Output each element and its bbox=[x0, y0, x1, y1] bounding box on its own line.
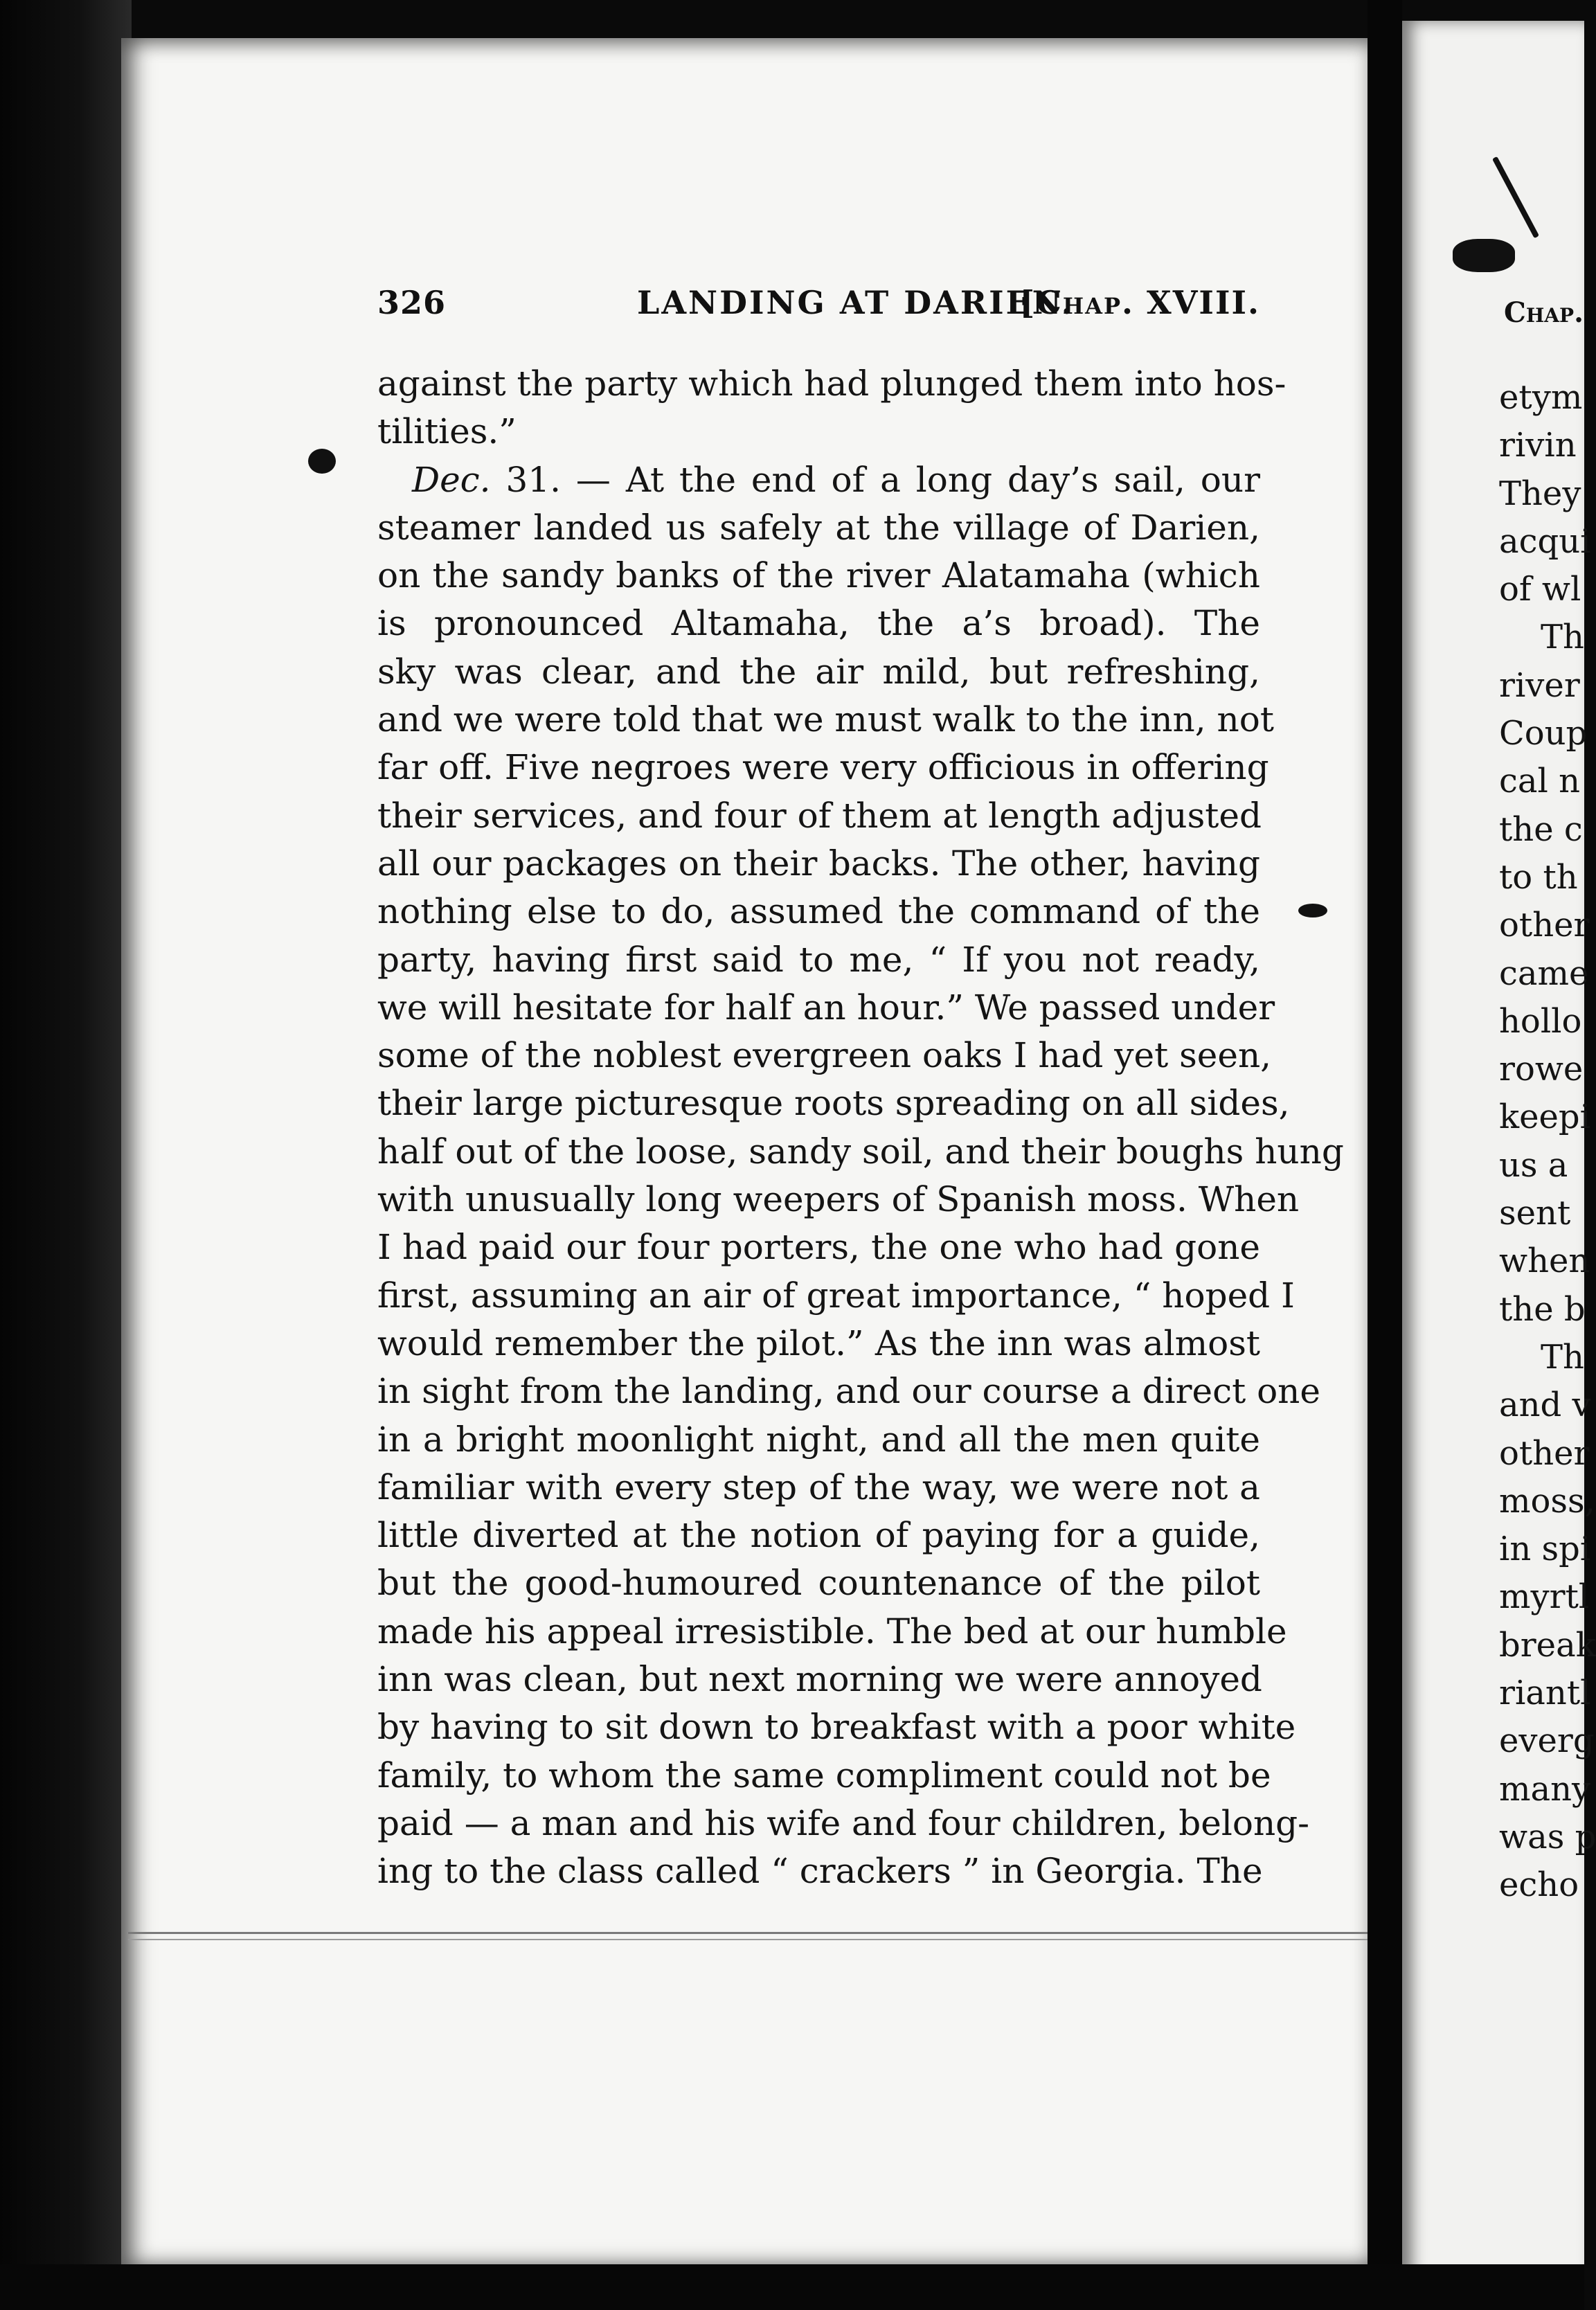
right-text-line: came bbox=[1499, 953, 1589, 993]
date-label: Dec. bbox=[412, 459, 491, 500]
right-text-line: cal n bbox=[1499, 762, 1581, 801]
right-text-line: when bbox=[1499, 1242, 1590, 1281]
text-line: some of the noblest evergreen oaks I had yet seen, bbox=[377, 1035, 1272, 1076]
right-text-line: myrtl bbox=[1499, 1577, 1590, 1617]
right-text-line: keepi bbox=[1499, 1098, 1590, 1137]
right-text-line: sent bbox=[1499, 1194, 1571, 1233]
text-line: sky was clear, and the air mild, but refreshing, bbox=[377, 651, 1260, 692]
text-line: in a bright moonlight night, and all the men quite bbox=[377, 1419, 1260, 1460]
right-text-line: other bbox=[1499, 906, 1590, 945]
book-spine-shadow bbox=[0, 0, 132, 2310]
text-line: far off. Five negroes were very officious in offering bbox=[377, 747, 1269, 788]
right-text-line: rivin bbox=[1499, 426, 1577, 465]
right-text-line: hollo bbox=[1499, 1001, 1582, 1041]
right-text-line: in spi bbox=[1499, 1530, 1591, 1569]
text-line: on the sandy banks of the river Alatamaha (which bbox=[377, 555, 1260, 596]
right-text-line: us a bbox=[1499, 1145, 1568, 1185]
right-text-line: acqui bbox=[1499, 521, 1591, 561]
right-text-line: etym bbox=[1499, 378, 1583, 417]
text-line: ing to the class called “ crackers ” in Georgia. The bbox=[377, 1851, 1263, 1892]
text-line: against the party which had plunged them into hos- bbox=[377, 364, 1286, 404]
text-line: is pronounced Altamaha, the a’s broad). The bbox=[377, 603, 1260, 644]
running-header bbox=[377, 284, 1260, 325]
text-line: party, having first said to me, “ If you not ready, bbox=[377, 939, 1260, 980]
text-line: inn was clean, but next morning we were annoyed bbox=[377, 1659, 1262, 1700]
text-line: I had paid our four porters, the one who had gone bbox=[377, 1227, 1260, 1268]
ink-blot bbox=[1298, 904, 1327, 917]
ink-blot bbox=[308, 449, 336, 474]
text-line: paid — a man and his wife and four children, belong- bbox=[377, 1802, 1310, 1843]
text-line: all our packages on their backs. The other, having bbox=[377, 843, 1260, 884]
right-page-header: Chap. bbox=[1504, 296, 1584, 329]
text-line: familiar with every step of the way, we were not a bbox=[377, 1467, 1260, 1507]
right-text-line: the c bbox=[1499, 809, 1583, 849]
right-text-line: Th bbox=[1541, 1337, 1584, 1377]
right-page-text bbox=[1499, 374, 1596, 1910]
text-line: with unusually long weepers of Spanish moss. When bbox=[377, 1179, 1300, 1220]
text-line: nothing else to do, assumed the command of the bbox=[377, 891, 1260, 932]
right-text-line: rowe bbox=[1499, 1050, 1584, 1089]
text-line: made his appeal irresistible. The bed at our humble bbox=[377, 1611, 1287, 1651]
right-text-line: moss, bbox=[1499, 1481, 1595, 1521]
right-text-line: river bbox=[1499, 665, 1580, 705]
text-line: we will hesitate for half an hour.” We passed under bbox=[377, 987, 1275, 1028]
page-number: 326 bbox=[377, 284, 447, 321]
right-text-line: the b bbox=[1499, 1289, 1586, 1329]
scan-rule bbox=[128, 1932, 1368, 1934]
text-line: would remember the pilot.” As the inn was almost bbox=[377, 1323, 1260, 1363]
right-text-line: break bbox=[1499, 1625, 1596, 1665]
text-line: their services, and four of them at length adjusted bbox=[377, 795, 1262, 836]
text-line: in sight from the landing, and our course a direct one bbox=[377, 1371, 1320, 1412]
text-line: and we were told that we must walk to the inn, not bbox=[377, 699, 1274, 740]
right-text-line: of wl bbox=[1499, 570, 1581, 609]
text-line: tilities.” bbox=[377, 411, 517, 452]
chapter-label: [Chap. XVIII. bbox=[1019, 284, 1260, 321]
ink-blot bbox=[1453, 239, 1515, 272]
right-text-line: Coup bbox=[1499, 714, 1588, 753]
book-gutter bbox=[1368, 0, 1402, 2310]
text-line: by having to sit down to breakfast with a poor white bbox=[377, 1707, 1296, 1748]
right-text-line: many bbox=[1499, 1769, 1591, 1809]
running-title: LANDING AT DARIEN. bbox=[637, 284, 1075, 321]
text-line: first, assuming an air of great importance, “ hoped I bbox=[377, 1275, 1295, 1316]
text-line-dec-31 bbox=[377, 456, 1260, 504]
right-text-line: everg bbox=[1499, 1721, 1595, 1761]
right-text-line: and v bbox=[1499, 1386, 1591, 1425]
right-text-line: echo bbox=[1499, 1865, 1579, 1905]
right-text-line: They bbox=[1499, 474, 1581, 513]
text-line: steamer landed us safely at the village of Darien, bbox=[377, 507, 1260, 548]
text-line: but the good-humoured countenance of the pilot bbox=[377, 1563, 1260, 1604]
scan-rule bbox=[128, 1939, 1368, 1940]
body-text bbox=[377, 360, 1344, 1896]
right-text-line: Th bbox=[1541, 618, 1584, 657]
text-line: their large picturesque roots spreading on all sides, bbox=[377, 1083, 1290, 1124]
right-text-line: riantl bbox=[1499, 1674, 1591, 1713]
date-line-rest: 31. — At the end of a long day’s sail, our bbox=[490, 459, 1260, 500]
right-text-line: was p bbox=[1499, 1817, 1596, 1856]
bottom-edge bbox=[0, 2264, 1584, 2310]
right-text-line: other bbox=[1499, 1433, 1590, 1473]
right-text-line: to th bbox=[1499, 857, 1578, 897]
text-line: little diverted at the notion of paying for a guide, bbox=[377, 1515, 1260, 1556]
text-line: family, to whom the same compliment could not be bbox=[377, 1755, 1271, 1796]
text-line: half out of the loose, sandy soil, and their boughs hung bbox=[377, 1131, 1344, 1172]
